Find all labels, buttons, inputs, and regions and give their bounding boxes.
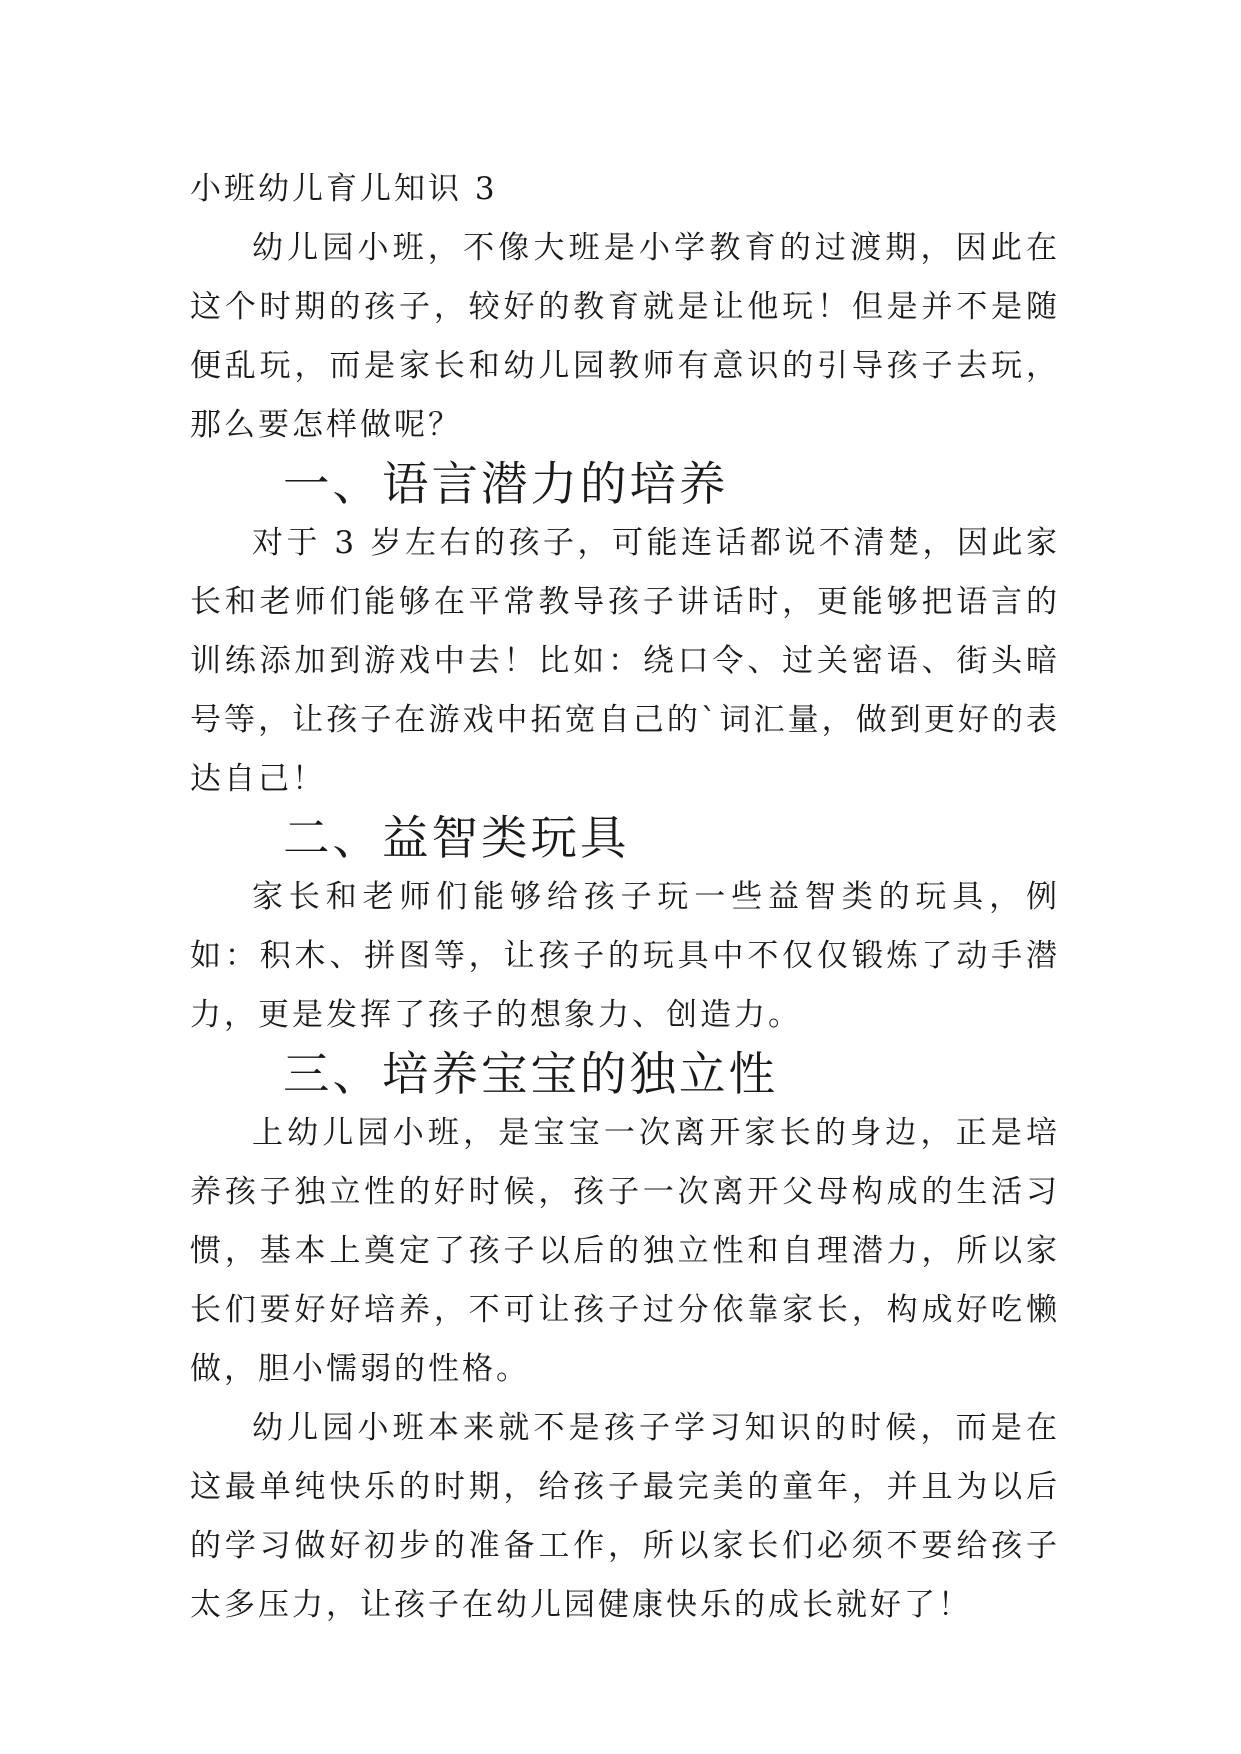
section-heading-language: 一、语言潜力的培养 [283, 457, 729, 511]
section-body-educational-toys: 家长和老师们能够给孩子玩一些益智类的玩具，例如：积木、拼图等，让孩子的玩具中不仅仅锻炼了动手潜力，更是发挥了孩子的想象力、创造力。 [190, 879, 1060, 1033]
intro-paragraph: 幼儿园小班，不像大班是小学教育的过渡期，因此在这个时期的孩子，较好的教育就是让他玩！但是并不是随便乱玩，而是家长和幼儿园教师有意识的引导孩子去玩，那么要怎样做呢？ [190, 230, 1060, 443]
section-body-independence: 上幼儿园小班，是宝宝一次离开家长的身边，正是培养孩子独立性的好时候，孩子一次离开父母构成的生活习惯，基本上奠定了孩子以后的独立性和自理潜力，所以家长们要好好培养，不可让孩子过分依靠家长，构成好吃懒做，胆小懦弱的性格。 [190, 1115, 1060, 1387]
conclusion-paragraph: 幼儿园小班本来就不是孩子学习知识的时候，而是在这最单纯快乐的时期，给孩子最完美的童年，并且为以后的学习做好初步的准备工作，所以家长们必须不要给孩子太多压力，让孩子在幼儿园健康快乐的成长就好了！ [190, 1410, 1060, 1623]
section-heading-educational-toys: 二、益智类玩具 [283, 811, 630, 865]
section-heading-independence: 三、培养宝宝的独立性 [283, 1047, 778, 1101]
document-title: 小班幼儿育儿知识 3 [190, 171, 498, 207]
document-content [190, 160, 1060, 1635]
section-body-language: 对于 3 岁左右的孩子，可能连话都说不清楚，因此家长和老师们能够在平常教导孩子讲话时，更能够把语言的训练添加到游戏中去！比如：绕口令、过关密语、街头暗号等，让孩子在游戏中拓宽自己的`词汇量，做到更好的表达自己！ [190, 525, 1060, 797]
